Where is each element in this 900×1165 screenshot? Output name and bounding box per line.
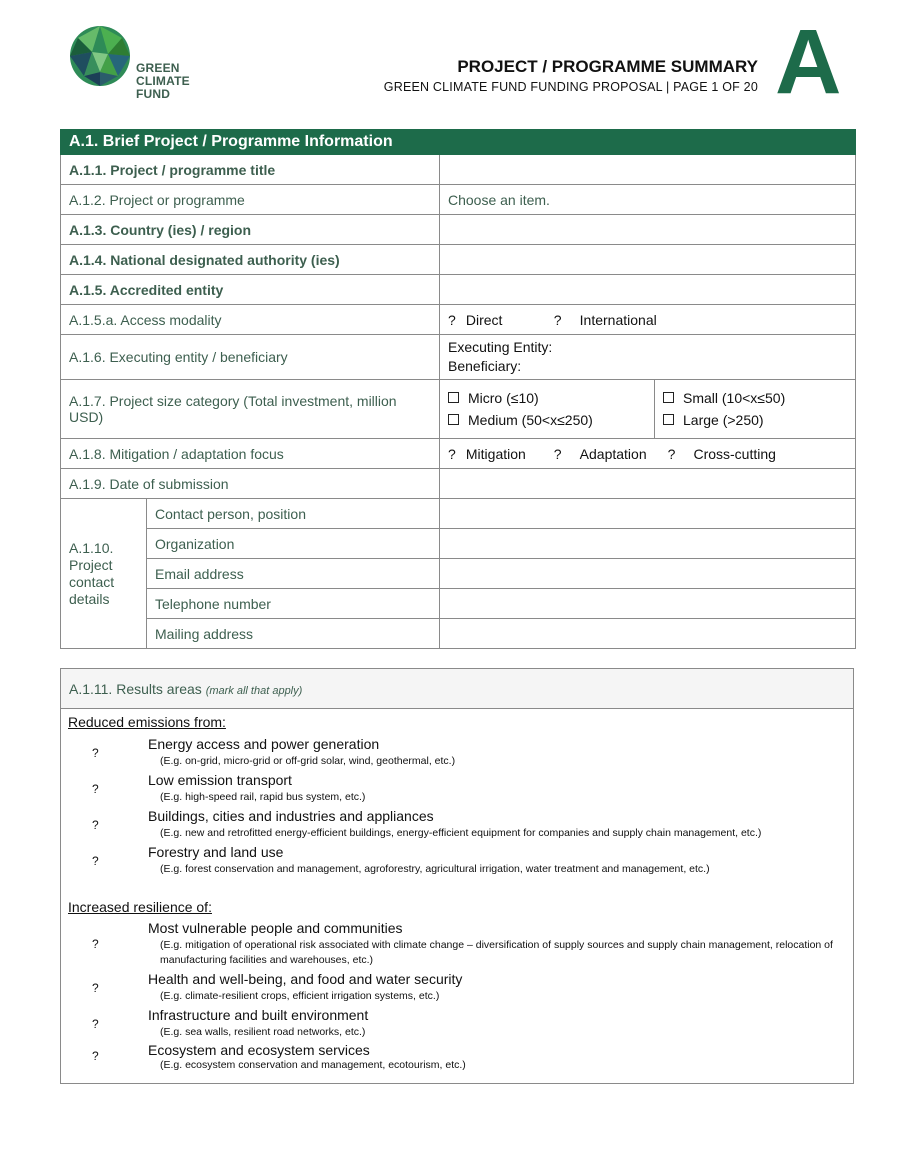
- project-title-input[interactable]: [440, 155, 856, 185]
- result-example: (E.g. mitigation of operational risk associated with climate change – diversification of supply sources and supply chain management, relocation of manufacturing facilities and warehouses, etc.): [160, 939, 833, 966]
- checkbox-icon[interactable]: [663, 414, 674, 425]
- beneficiary-label: Beneficiary:: [448, 358, 522, 374]
- executing-entity-label: Executing Entity:: [448, 339, 553, 355]
- field-label: A.1.5.a. Access modality: [61, 305, 440, 335]
- result-checkbox[interactable]: ?: [92, 854, 99, 868]
- result-example: (E.g. sea walls, resilient road networks, etc.): [160, 1026, 366, 1038]
- section-letter: A: [775, 11, 842, 113]
- option-label: Small (10<x≤50): [683, 390, 786, 406]
- result-checkbox[interactable]: ?: [92, 818, 99, 832]
- contact-group-label: A.1.10. Project contact details: [61, 499, 147, 649]
- email-input[interactable]: [440, 559, 856, 589]
- telephone-input[interactable]: [440, 589, 856, 619]
- logo-line: GREEN: [136, 61, 180, 75]
- result-checkbox[interactable]: ?: [92, 1049, 99, 1063]
- table-row: [61, 499, 856, 529]
- table-row: [61, 380, 856, 439]
- project-info-table: [60, 129, 856, 649]
- checkbox-international[interactable]: ?: [553, 311, 562, 328]
- result-title: Energy access and power generation: [148, 736, 380, 752]
- table-row: [61, 589, 856, 619]
- logo-line: FUND: [136, 87, 171, 101]
- table-row: [61, 275, 856, 305]
- option-label: Mitigation: [465, 445, 526, 462]
- checkbox-adaptation[interactable]: ?: [553, 445, 562, 462]
- result-checkbox[interactable]: ?: [92, 937, 99, 951]
- size-option[interactable]: [448, 409, 646, 431]
- checkbox-cross-cutting[interactable]: ?: [667, 445, 676, 462]
- size-option[interactable]: [663, 387, 847, 409]
- result-title: Most vulnerable people and communities: [148, 920, 403, 936]
- country-input[interactable]: [440, 215, 856, 245]
- field-label: Mailing address: [147, 619, 440, 649]
- field-label: A.1.1. Project / programme title: [61, 155, 440, 185]
- option-label: Large (>250): [683, 412, 764, 428]
- result-checkbox[interactable]: ?: [92, 746, 99, 760]
- field-label: A.1.2. Project or programme: [61, 185, 440, 215]
- result-title: Health and well-being, and food and water security: [148, 971, 463, 987]
- option-label: Micro (≤10): [468, 390, 539, 406]
- field-label: Telephone number: [147, 589, 440, 619]
- field-label: A.1.3. Country (ies) / region: [61, 215, 440, 245]
- table-row: [61, 529, 856, 559]
- resilience-heading: Increased resilience of:: [68, 899, 212, 915]
- option-label: Direct: [465, 311, 503, 328]
- table-row: [61, 245, 856, 275]
- field-label: A.1.6. Executing entity / beneficiary: [61, 335, 440, 380]
- result-title: Forestry and land use: [148, 844, 284, 860]
- executing-entity-field[interactable]: [440, 335, 856, 380]
- result-example: (E.g. forest conservation and management, agroforestry, agricultural irrigation, water treatment and management, etc.): [160, 863, 710, 875]
- checkbox-icon[interactable]: [663, 392, 674, 403]
- contact-person-input[interactable]: [440, 499, 856, 529]
- table-row: [61, 305, 856, 335]
- option-label: Cross-cutting: [693, 445, 776, 462]
- field-label: A.1.7. Project size category (Total investment, million USD): [61, 380, 440, 439]
- result-checkbox[interactable]: ?: [92, 782, 99, 796]
- checkbox-direct[interactable]: ?: [448, 311, 456, 328]
- size-options-left: [440, 380, 655, 439]
- results-heading: [61, 669, 853, 709]
- checkbox-icon[interactable]: [448, 392, 459, 403]
- result-example: (E.g. ecosystem conservation and management, ecotourism, etc.): [160, 1059, 466, 1071]
- accredited-entity-input[interactable]: [440, 275, 856, 305]
- project-type-dropdown[interactable]: Choose an item.: [440, 185, 856, 215]
- mailing-address-input[interactable]: [440, 619, 856, 649]
- field-label: Organization: [147, 529, 440, 559]
- table-row: [61, 559, 856, 589]
- table-row: [61, 469, 856, 499]
- size-option[interactable]: [663, 409, 847, 431]
- checkbox-mitigation[interactable]: ?: [448, 445, 456, 462]
- document-subtitle: GREEN CLIMATE FUND FUNDING PROPOSAL | PAGE 1 OF 20: [383, 80, 758, 94]
- result-example: (E.g. high-speed rail, rapid bus system, etc.): [160, 791, 366, 803]
- nda-input[interactable]: [440, 245, 856, 275]
- table-heading-row: [61, 130, 856, 155]
- document-title: PROJECT / PROGRAMME SUMMARY: [457, 57, 758, 76]
- result-example: (E.g. on-grid, micro-grid or off-grid solar, wind, geothermal, etc.): [160, 755, 456, 767]
- option-label: Medium (50<x≤250): [468, 412, 593, 428]
- table-row: [61, 439, 856, 469]
- table-row: [61, 335, 856, 380]
- result-title: Buildings, cities and industries and appliances: [148, 808, 434, 824]
- result-checkbox[interactable]: ?: [92, 1017, 99, 1031]
- result-title: Infrastructure and built environment: [148, 1007, 369, 1023]
- table-row: [61, 185, 856, 215]
- size-option[interactable]: [448, 387, 646, 409]
- results-areas-box: [60, 668, 854, 1084]
- checkbox-icon[interactable]: [448, 414, 459, 425]
- result-checkbox[interactable]: ?: [92, 981, 99, 995]
- table-row: [61, 215, 856, 245]
- field-label: Email address: [147, 559, 440, 589]
- results-note: (mark all that apply): [205, 685, 303, 697]
- result-title: Ecosystem and ecosystem services: [148, 1042, 370, 1058]
- table-row: [61, 619, 856, 649]
- field-label: Contact person, position: [147, 499, 440, 529]
- field-label: A.1.8. Mitigation / adaptation focus: [61, 439, 440, 469]
- option-label: Adaptation: [579, 445, 647, 462]
- section-heading: A.1. Brief Project / Programme Information: [61, 130, 856, 155]
- table-row: [61, 155, 856, 185]
- size-options-right: [655, 380, 856, 439]
- field-label: A.1.5. Accredited entity: [61, 275, 440, 305]
- focus-options: [440, 439, 856, 469]
- result-title: Low emission transport: [148, 772, 292, 788]
- access-modality-options: [440, 305, 856, 335]
- result-example: (E.g. climate-resilient crops, efficient irrigation systems, etc.): [160, 990, 440, 1002]
- results-title: A.1.11. Results areas: [69, 681, 202, 697]
- logo-wordmark: [136, 62, 190, 101]
- result-example: (E.g. new and retrofitted energy-efficient buildings, energy-efficient equipment for companies and supply chain management, etc.): [160, 827, 762, 839]
- organization-input[interactable]: [440, 529, 856, 559]
- option-label: International: [579, 311, 657, 328]
- emissions-heading: Reduced emissions from:: [68, 714, 226, 730]
- submission-date-input[interactable]: [440, 469, 856, 499]
- logo-line: CLIMATE: [136, 74, 190, 88]
- field-label: A.1.4. National designated authority (ies): [61, 245, 440, 275]
- field-label: A.1.9. Date of submission: [61, 469, 440, 499]
